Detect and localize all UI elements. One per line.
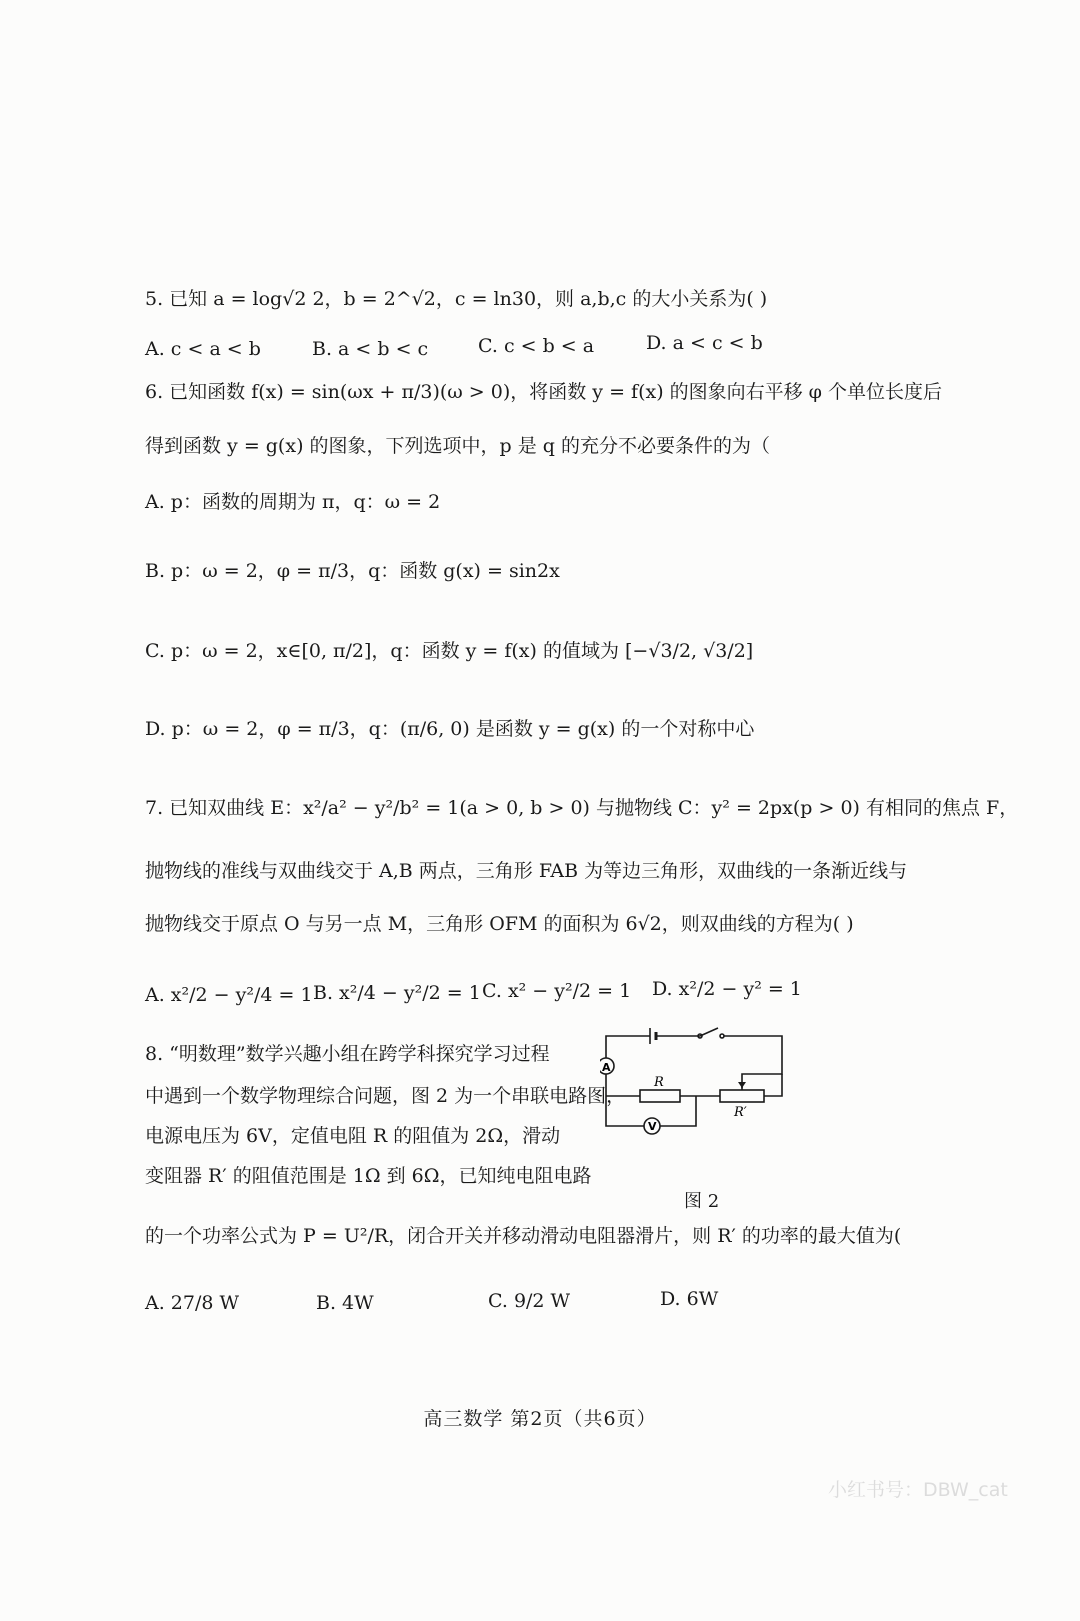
rheostat-arrow-icon bbox=[738, 1082, 746, 1088]
q7-option-b: B. x²/4 − y²/2 = 1 bbox=[313, 982, 481, 1004]
question-8-line4: 变阻器 R′ 的阻值范围是 1Ω 到 6Ω，已知纯电阻电路 bbox=[145, 1165, 592, 1187]
q7-option-d: D. x²/2 − y² = 1 bbox=[652, 978, 802, 1000]
wire-top-right bbox=[724, 1036, 782, 1088]
q8-option-b: B. 4W bbox=[316, 1292, 374, 1314]
wire-top-left bbox=[606, 1036, 650, 1058]
question-5-stem: 5. 已知 a = log√2 2，b = 2^√2，c = ln30，则 a,b,c 的大小关系为( ) bbox=[145, 288, 768, 310]
wire-right-up bbox=[764, 1074, 782, 1096]
q6-option-c: C. p：ω = 2，x∈[0, π/2]，q：函数 y = f(x) 的值域为 [−√3/2, √3/2] bbox=[145, 640, 754, 662]
page-footer: 高三数学 第2页（共6页） bbox=[423, 1408, 657, 1430]
q5-option-a: A. c < a < b bbox=[145, 338, 261, 360]
question-7-stem-line3: 抛物线交于原点 O 与另一点 M，三角形 OFM 的面积为 6√2，则双曲线的方程为( ) bbox=[145, 913, 854, 935]
voltmeter-label: V bbox=[648, 1120, 657, 1133]
q8-option-a: A. 27/8 W bbox=[145, 1292, 240, 1314]
switch-contact bbox=[720, 1034, 724, 1038]
question-8-line5: 的一个功率公式为 P = U²/R，闭合开关并移动滑动电阻器滑片，则 R′ 的功率的最大值为( bbox=[145, 1225, 902, 1247]
q8-option-c: C. 9/2 W bbox=[488, 1290, 571, 1312]
q7-option-c: C. x² − y²/2 = 1 bbox=[482, 980, 632, 1002]
q6-option-d: D. p：ω = 2，φ = π/3，q：(π/6, 0) 是函数 y = g(x) 的一个对称中心 bbox=[145, 718, 755, 740]
switch-blade bbox=[700, 1028, 718, 1036]
q7-option-a: A. x²/2 − y²/4 = 1 bbox=[145, 984, 313, 1006]
q5-option-d: D. a < c < b bbox=[646, 332, 763, 354]
wire-voltmeter-left bbox=[606, 1096, 644, 1126]
question-8-line2: 中遇到一个数学物理综合问题，图 2 为一个串联电路图， bbox=[145, 1085, 626, 1107]
question-6-stem-line2: 得到函数 y = g(x) 的图象，下列选项中，p 是 q 的充分不必要条件的为（ bbox=[145, 435, 770, 457]
q6-option-a: A. p：函数的周期为 π，q：ω = 2 bbox=[145, 491, 441, 513]
resistor-label: R bbox=[654, 1075, 664, 1090]
watermark: 小红书号：DBW_cat bbox=[828, 1479, 1008, 1501]
question-7-stem-line1: 7. 已知双曲线 E：x²/a² − y²/b² = 1(a > 0, b > 0) 与抛物线 C：y² = 2px(p > 0) 有相同的焦点 F， bbox=[145, 797, 1019, 819]
figure-caption: 图 2 bbox=[684, 1191, 720, 1212]
q8-option-d: D. 6W bbox=[660, 1288, 719, 1310]
wire-voltmeter-right bbox=[660, 1096, 696, 1126]
q5-option-b: B. a < b < c bbox=[312, 338, 429, 360]
resistor-r-symbol bbox=[640, 1090, 680, 1102]
q6-option-b: B. p：ω = 2，φ = π/3，q：函数 g(x) = sin2x bbox=[145, 560, 560, 582]
rheostat-label: R′ bbox=[734, 1105, 747, 1120]
question-8-line1: 8. “明数理”数学兴趣小组在跨学科探究学习过程 bbox=[145, 1043, 550, 1065]
question-7-stem-line2: 抛物线的准线与双曲线交于 A,B 两点，三角形 FAB 为等边三角形，双曲线的一条渐近线与 bbox=[145, 860, 908, 882]
ammeter-label: A bbox=[602, 1061, 611, 1074]
question-8-line3: 电源电压为 6V，定值电阻 R 的阻值为 2Ω，滑动 bbox=[145, 1125, 561, 1147]
rheostat-symbol bbox=[720, 1090, 764, 1102]
circuit-figure bbox=[600, 1022, 800, 1142]
question-6-stem-line1: 6. 已知函数 f(x) = sin(ωx + π/3)(ω > 0)，将函数 y = f(x) 的图象向右平移 φ 个单位长度后 bbox=[145, 381, 943, 403]
q5-option-c: C. c < b < a bbox=[478, 335, 595, 357]
